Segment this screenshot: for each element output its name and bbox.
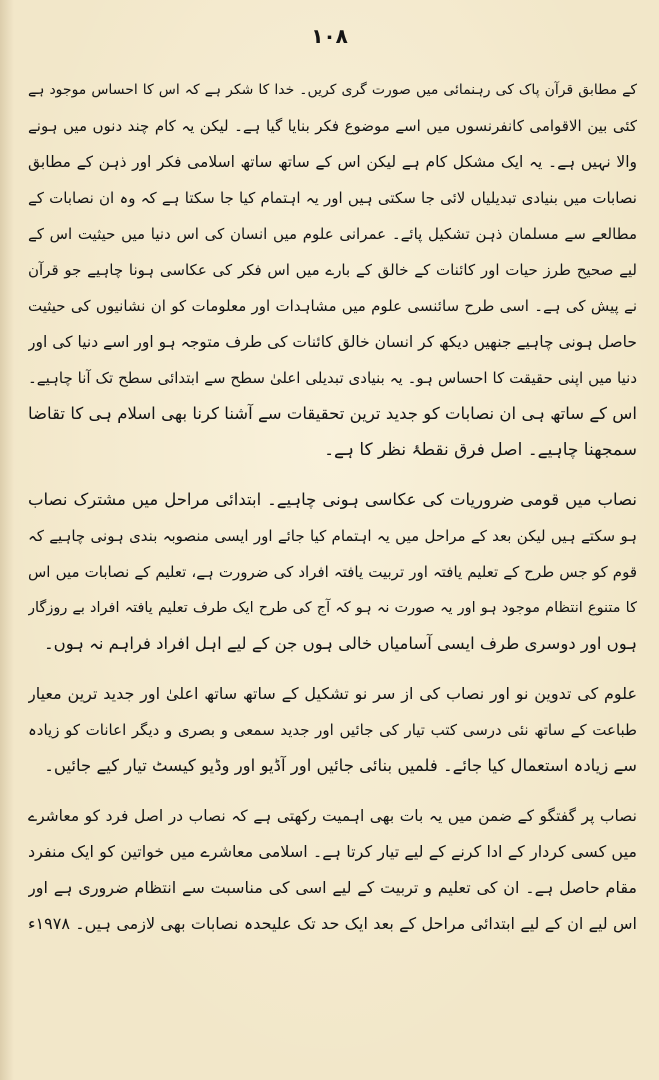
text-line: سے زیادہ استعمال کیا جائے۔ فلمیں بنائی جائیں اور آڈیو اور وڈیو کیسٹ تیار کیے جائیں۔ [44, 756, 637, 775]
page-number: ١٠٨ [311, 24, 348, 48]
text-line: دنیا میں اپنی حقیقت کا احساس ہو۔ یہ بنیادی تبدیلی اعلیٰ سطح سے ابتدائی سطح تک آنا چاہیے۔ [28, 369, 637, 387]
text-line: قوم کو جس طرح کے تعلیم یافتہ اور تربیت یافتہ افراد کی ضرورت ہے، تعلیم کے نصابات میں اس [28, 563, 637, 581]
text-line: لیے صحیح طرز حیات اور کائنات کے خالق کے بارے میں اس فکر کی عکاسی ہونا چاہیے جو قرآن [28, 261, 637, 279]
text-line: اس لیے ان کے لیے ابتدائی مراحل کے بعد ایک حد تک علیحدہ نصابات بھی لازمی ہیں۔ ۱۹۷۸ء [28, 914, 637, 933]
text-line: نے پیش کی ہے۔ اسی طرح سائنسی علوم میں مشاہدات اور معلومات کو ان نشانیوں کی حیثیت [28, 297, 637, 315]
paragraph-2 [28, 482, 637, 662]
paragraph-4 [28, 798, 637, 942]
paragraph-gap [28, 784, 637, 798]
text-line: میں کسی کردار کے ادا کرنے کے لیے تیار کرتا ہے۔ اسلامی معاشرے میں خواتین کو ایک منفرد [28, 842, 637, 861]
text-line: حاصل ہونی چاہیے جنھیں دیکھ کر انسان خالق کائنات کی طرف متوجہ ہو اور اسے دنیا کی اور [28, 333, 637, 351]
text-line: ہوں اور دوسری طرف ایسی آسامیاں خالی ہوں جن کے لیے اہل افراد فراہم نہ ہوں۔ [43, 634, 637, 653]
paragraph-3 [28, 676, 637, 784]
text-line: ہو سکتے ہیں لیکن بعد کے مراحل میں یہ اہتمام کیا جائے اور ایسی منصوبہ بندی ہونی چاہیے کہ [28, 527, 637, 545]
text-line: نصاب پر گفتگو کے ضمن میں یہ بات بھی اہمیت رکھتی ہے کہ نصاب در اصل فرد کو معاشرے [28, 807, 637, 825]
paragraph-1 [28, 72, 637, 468]
text-line: نصاب میں قومی ضروریات کی عکاسی ہونی چاہیے۔ ابتدائی مراحل میں مشترک نصاب [28, 490, 637, 509]
paragraph-gap [28, 662, 637, 676]
text-line: طباعت کے ساتھ نئی درسی کتب تیار کی جائیں اور جدید سمعی و بصری و دیگر اعانات کو زیادہ [28, 721, 637, 739]
page-edge-shadow [0, 0, 14, 1080]
text-line: سمجھنا چاہیے۔ اصل فرق نقطۂ نظر کا ہے۔ [324, 440, 637, 460]
text-line: نصابات میں بنیادی تبدیلیاں لائی جا سکتی ہیں اور یہ اہتمام کیا جا سکتا ہے کہ وہ ان نصابات کے [28, 189, 637, 207]
text-line: علوم کی تدوین نو اور نصاب کی از سر نو تشکیل کے ساتھ ساتھ اعلیٰ اور جدید ترین معیار [28, 684, 637, 703]
text-line: کا متنوع انتظام موجود ہو اور یہ صورت نہ ہو کہ آج کی طرح ایک طرف تعلیم یافتہ افراد بے روزگار [28, 600, 637, 616]
text-line: کئی بین الاقوامی کانفرنسوں میں اسے موضوع فکر بنایا گیا ہے۔ لیکن یہ کام چند دنوں میں ہونے [28, 117, 637, 135]
text-line: اس کے ساتھ ہی ان نصابات کو جدید ترین تحقیقات سے آشنا کرنا بھی اسلام ہی کا تقاضا [28, 404, 637, 423]
text-line: والا نہیں ہے۔ یہ ایک مشکل کام ہے لیکن اس کے ساتھ ساتھ اسلامی فکر اور ذہن کے مطابق [28, 153, 637, 171]
text-line: مقام حاصل ہے۔ ان کی تعلیم و تربیت کے لیے اسی کی مناسبت سے انتظام ضروری ہے اور [28, 878, 637, 897]
body-text [28, 72, 637, 942]
text-line: مطالعے سے مسلمان ذہن تشکیل پائے۔ عمرانی علوم میں انسان کی اس دنیا میں حیثیت اس کے [28, 225, 637, 243]
text-line: کے مطابق قرآن پاک کی رہنمائی میں صورت گری کریں۔ خدا کا شکر ہے کہ اس کا احساس موجود ہے [28, 82, 637, 98]
paragraph-gap [28, 468, 637, 482]
